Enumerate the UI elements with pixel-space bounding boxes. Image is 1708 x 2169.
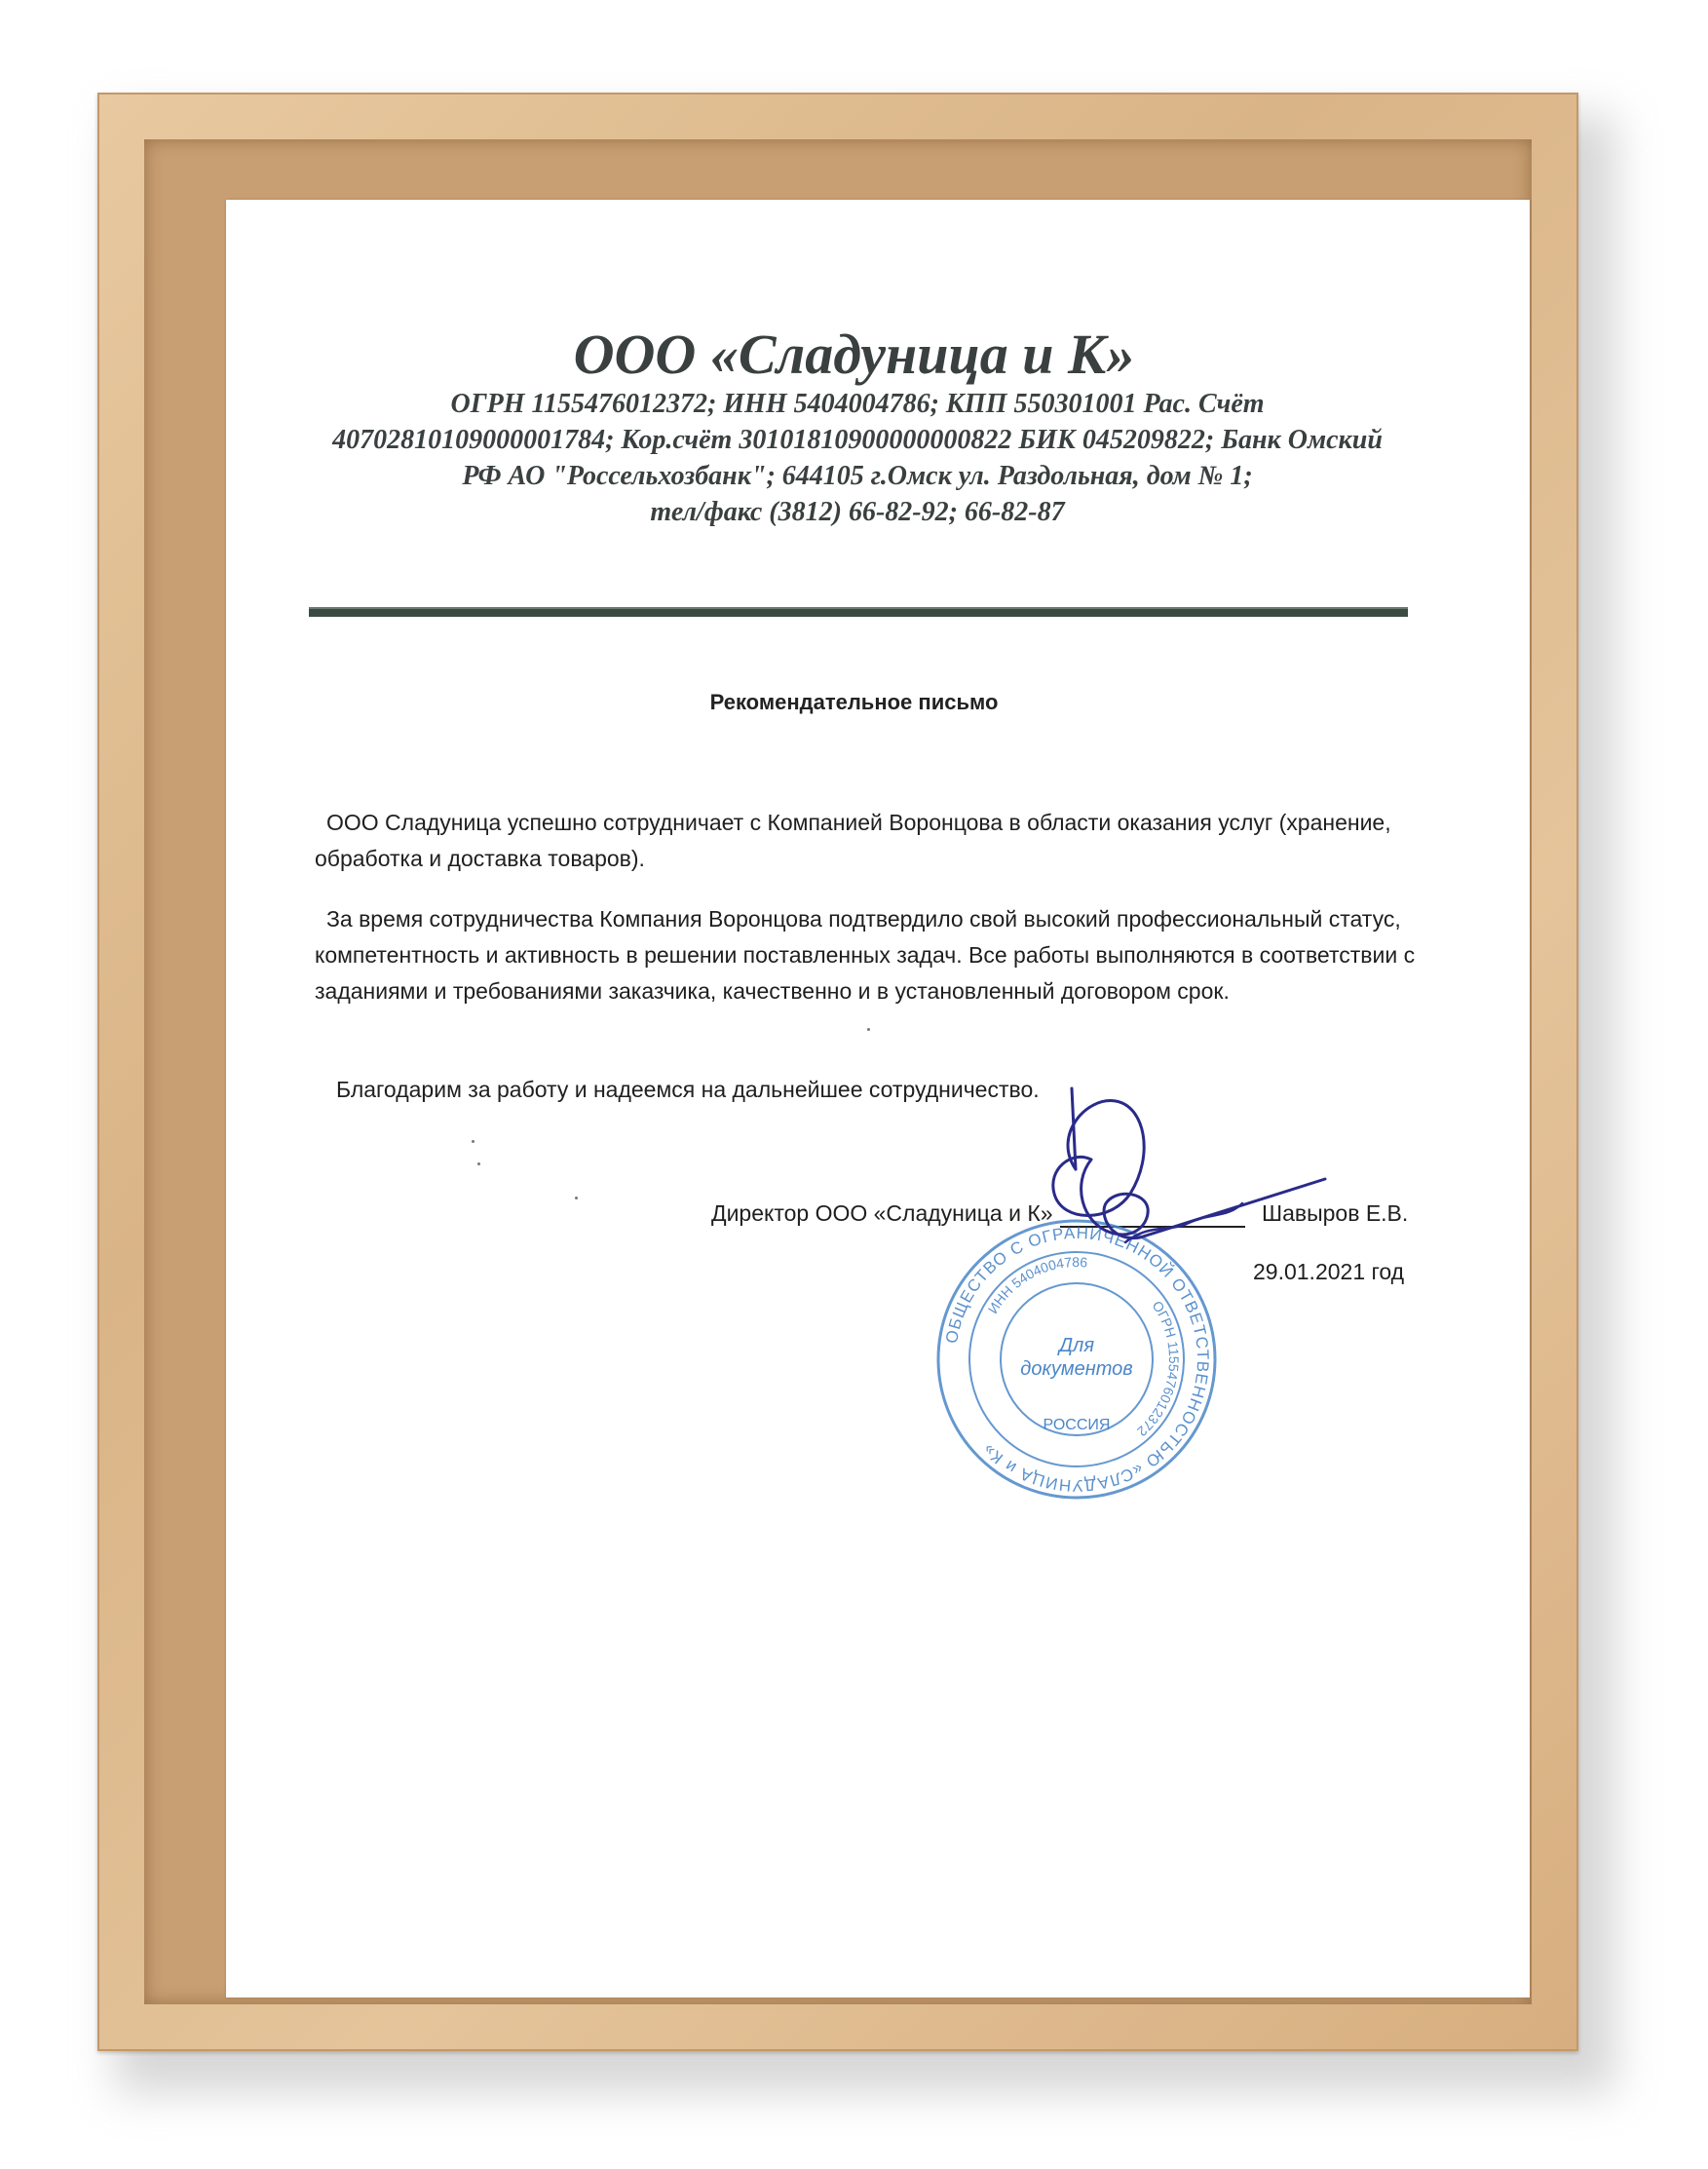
- signer-name: Шавыров Е.В.: [1262, 1200, 1409, 1226]
- stamp-center-line-2: документов: [1020, 1358, 1133, 1380]
- stamp-ogrn-text: ОГРН 1155476012372: [1134, 1298, 1183, 1440]
- requisites-line: ОГРН 1155476012372; ИНН 5404004786; КПП 550301001 Рас. Счёт: [450, 389, 1265, 419]
- letter-date: 29.01.2021 год: [1253, 1259, 1405, 1284]
- letterhead-divider: [309, 607, 1408, 617]
- requisites-line: РФ АО "Россельхозбанк"; 644105 г.Омск ул. Раздольная, дом № 1;: [462, 461, 1253, 491]
- letter-title: Рекомендательное письмо: [709, 690, 999, 714]
- stamp-country: РОССИЯ: [1043, 1417, 1111, 1433]
- paper-speck: [867, 1028, 870, 1031]
- stamp-center-line-1: Для: [1058, 1335, 1095, 1356]
- handwritten-signature: [1033, 1077, 1345, 1311]
- requisites-line: 40702810109000001784; Кор.счёт 30101810900000000822 БИК 045209822; Банк Омский: [332, 425, 1383, 455]
- stamp-inn-text: ИНН 5404004786: [984, 1253, 1088, 1316]
- stamp-outer-text: ОБЩЕСТВО С ОГРАНИЧЕННОЙ ОТВЕТСТВЕННОСТЬЮ «СЛАДУНИЦА и К»: [942, 1223, 1213, 1496]
- paper-speck: [575, 1197, 578, 1199]
- company-requisites: [292, 386, 1423, 530]
- paper-speck: [477, 1162, 480, 1165]
- company-name: ООО «Сладуница и К»: [573, 323, 1135, 386]
- letter-paragraph: ООО Сладуница успешно сотрудничает с Компанией Воронцова в области оказания услуг (хранение, обработка и доставка товаров).: [315, 810, 1391, 871]
- paper-speck: [472, 1140, 474, 1143]
- letter-paragraph: За время сотрудничества Компания Воронцова подтвердило свой высокий профессиональный статус, компетентность и активность в решении поставленных задач. Все работы выполняются в соответствии с заданиями и требованиями заказчика, качественно и в установленный договором срок.: [315, 906, 1416, 1004]
- signer-position: Директор ООО «Сладуница и К»: [711, 1200, 1053, 1226]
- letter-paragraph: Благодарим за работу и надеемся на дальнейшее сотрудничество.: [336, 1077, 1040, 1102]
- requisites-line: тел/факс (3812) 66-82-92; 66-82-87: [650, 497, 1065, 527]
